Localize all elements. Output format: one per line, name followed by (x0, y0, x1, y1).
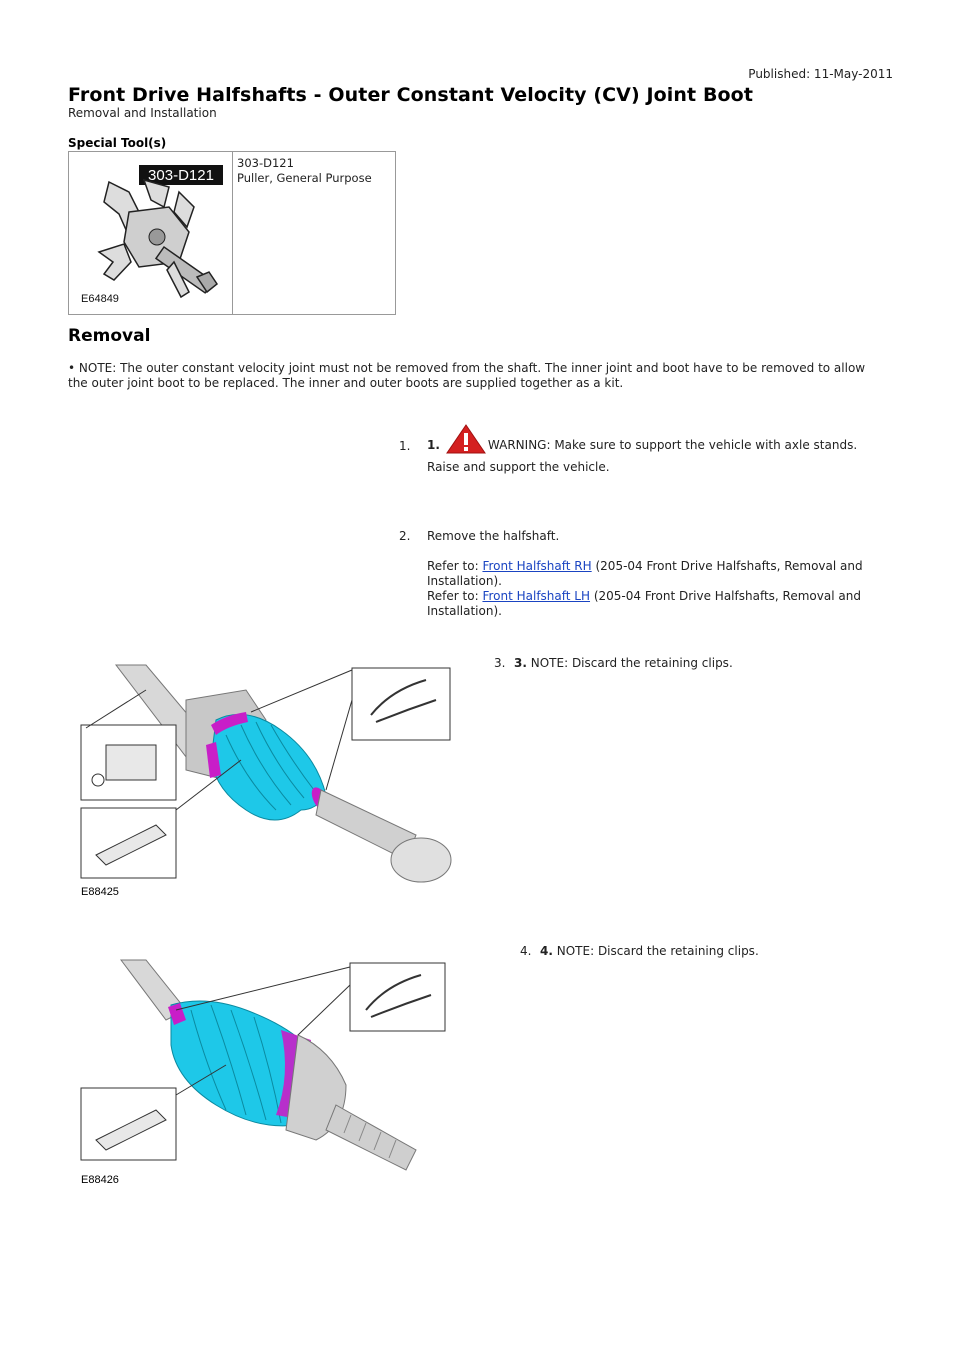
tool-image-badge: 303-D121 (148, 167, 214, 184)
special-tools-heading: Special Tool(s) (68, 136, 167, 150)
ref-suffix: (205-04 Front Drive Halfshafts, Removal and Installation). (427, 559, 863, 588)
figure-e88425 (76, 660, 460, 905)
warning-icon (446, 424, 486, 454)
step-1-text: Raise and support the vehicle. (427, 460, 610, 474)
step-3-number: 3. (494, 656, 506, 670)
step-4 (540, 944, 900, 959)
front-halfshaft-lh-link[interactable]: Front Halfshaft LH (482, 589, 591, 603)
step-1-number: 1. (399, 439, 411, 453)
puller-tool-image (69, 152, 233, 314)
step-2-reference-rh (427, 559, 887, 589)
published-date: Published: 11-May-2011 (748, 67, 893, 81)
special-tools-table (68, 151, 396, 315)
figure-e88426 (76, 955, 460, 1195)
step-4-number: 4. (520, 944, 532, 958)
step-4-text: NOTE: Discard the retaining clips. (556, 944, 759, 958)
step-3-bold-number: 3. (514, 656, 527, 670)
step-1-bold-number: 1. (427, 438, 440, 452)
figure-label: E88426 (81, 1174, 119, 1186)
step-4-bold-number: 4. (540, 944, 553, 958)
tool-name: Puller, General Purpose (237, 171, 372, 185)
step-2 (427, 529, 887, 619)
step-1 (427, 424, 867, 475)
step-3 (514, 656, 894, 671)
page-title: Front Drive Halfshafts - Outer Constant Velocity (CV) Joint Boot (68, 84, 754, 106)
figure-label: E88425 (81, 886, 119, 898)
ref-suffix: (205-04 Front Drive Halfshafts, Removal and Installation). (427, 589, 861, 618)
step-3-text: NOTE: Discard the retaining clips. (530, 656, 733, 670)
ref-prefix: Refer to: (427, 589, 483, 603)
tool-description (237, 156, 372, 186)
step-2-text: Remove the halfshaft. (427, 529, 560, 543)
front-halfshaft-rh-link[interactable]: Front Halfshaft RH (482, 559, 592, 573)
step-2-number: 2. (399, 529, 411, 543)
step-1-warning: WARNING: Make sure to support the vehicle with axle stands. (487, 438, 858, 452)
tool-code: 303-D121 (237, 156, 294, 170)
removal-note: • NOTE: The outer constant velocity joint must not be removed from the shaft. The inner joint and boot have to be removed to allow the outer joint boot to be replaced. The inner and outer boots are supplied together as a kit. (68, 361, 866, 390)
removal-heading: Removal (68, 326, 151, 346)
tool-image-label: E64849 (81, 293, 119, 305)
page-subtitle: Removal and Installation (68, 106, 217, 120)
ref-prefix: Refer to: (427, 559, 483, 573)
step-2-reference-lh (427, 589, 887, 619)
